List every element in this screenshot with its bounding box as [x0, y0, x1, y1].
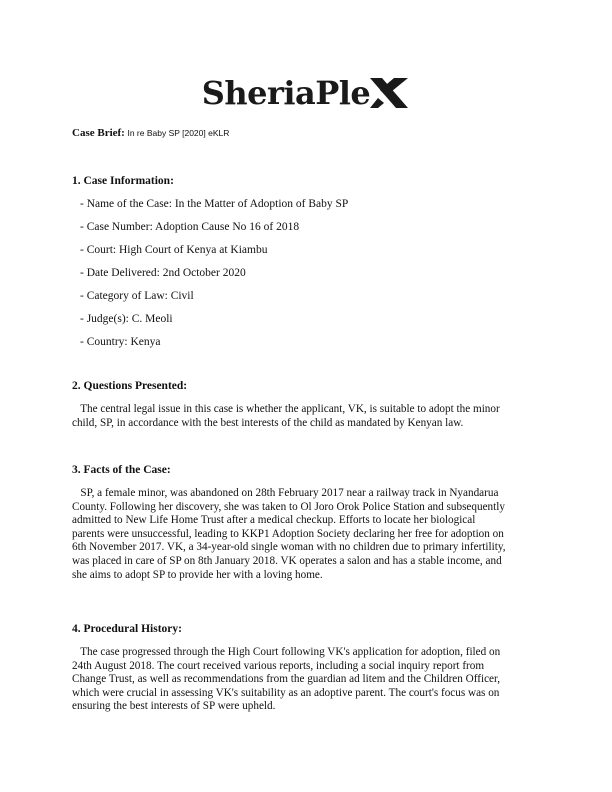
- paragraph-line: she aims to adopt SP to provide her with a loving home.: [72, 568, 323, 581]
- paragraph-line: which were crucial in assessing VK's suitability as an adoptive parent. The court's focus was on: [72, 686, 500, 699]
- sheriaplex-logo: [0, 74, 612, 112]
- paragraph-line: 6th November 2017. VK, a 34-year-old single woman with no children due to primary infertility,: [72, 541, 506, 554]
- questions-paragraph: [72, 403, 542, 430]
- paragraph-line: child, SP, in accordance with the best interests of the child as mandated by Kenyan law.: [72, 416, 464, 429]
- paragraph-line: ensuring the best interests of SP were upheld.: [72, 700, 276, 713]
- case-info-item: - Name of the Case: In the Matter of Adoption of Baby SP: [80, 198, 349, 210]
- paragraph-line: was placed in care of SP on 8th January 2018. VK operates a salon and has a stable income, and: [72, 554, 502, 567]
- facts-heading: 3. Facts of the Case:: [72, 464, 171, 476]
- procedural-paragraph: [72, 646, 542, 714]
- paragraph-line: parents were unsuccessful, leading to KKP1 Adoption Society declaring her free for adoption on: [72, 527, 504, 540]
- paragraph-line: SP, a female minor, was abandoned on 28th February 2017 near a railway track in Nyandarua: [72, 487, 499, 499]
- case-info-item: - Country: Kenya: [80, 336, 161, 348]
- case-info-item: - Date Delivered: 2nd October 2020: [80, 267, 246, 279]
- logo-text: SheriaPle: [201, 74, 371, 112]
- case-info-item: - Category of Law: Civil: [80, 290, 194, 302]
- case-info-item: - Case Number: Adoption Cause No 16 of 2018: [80, 221, 300, 233]
- case-info-item: - Judge(s): C. Meoli: [80, 313, 173, 325]
- questions-presented-heading: 2. Questions Presented:: [72, 380, 188, 392]
- case-brief-title: In re Baby SP [2020] eKLR: [127, 128, 230, 138]
- facts-paragraph: [72, 487, 542, 582]
- paragraph-line: Change Trust, as well as recommendations from the guardian ad litem and the Children Officer,: [72, 673, 501, 686]
- case-brief-line: [72, 127, 229, 139]
- paragraph-line: The central legal issue in this case is whether the applicant, VK, is suitable to adopt the minor: [72, 403, 500, 415]
- paragraph-line: The case progressed through the High Court following VK's application for adoption, filed on: [72, 646, 501, 658]
- case-info-item: - Court: High Court of Kenya at Kiambu: [80, 244, 268, 256]
- case-information-heading: 1. Case Information:: [72, 175, 174, 187]
- logo-x-mark-icon: [368, 76, 410, 110]
- paragraph-line: admitted to New Life Home Trust after a medical checkup. Efforts to locate her biological: [72, 514, 476, 527]
- procedural-history-heading: 4. Procedural History:: [72, 623, 182, 635]
- case-brief-label: Case Brief:: [72, 127, 125, 139]
- paragraph-line: County. Following her discovery, she was taken to Ol Joro Orok Police Station and subsequently: [72, 500, 505, 513]
- paragraph-line: 24th August 2018. The court received various reports, including a social inquiry report from: [72, 659, 485, 672]
